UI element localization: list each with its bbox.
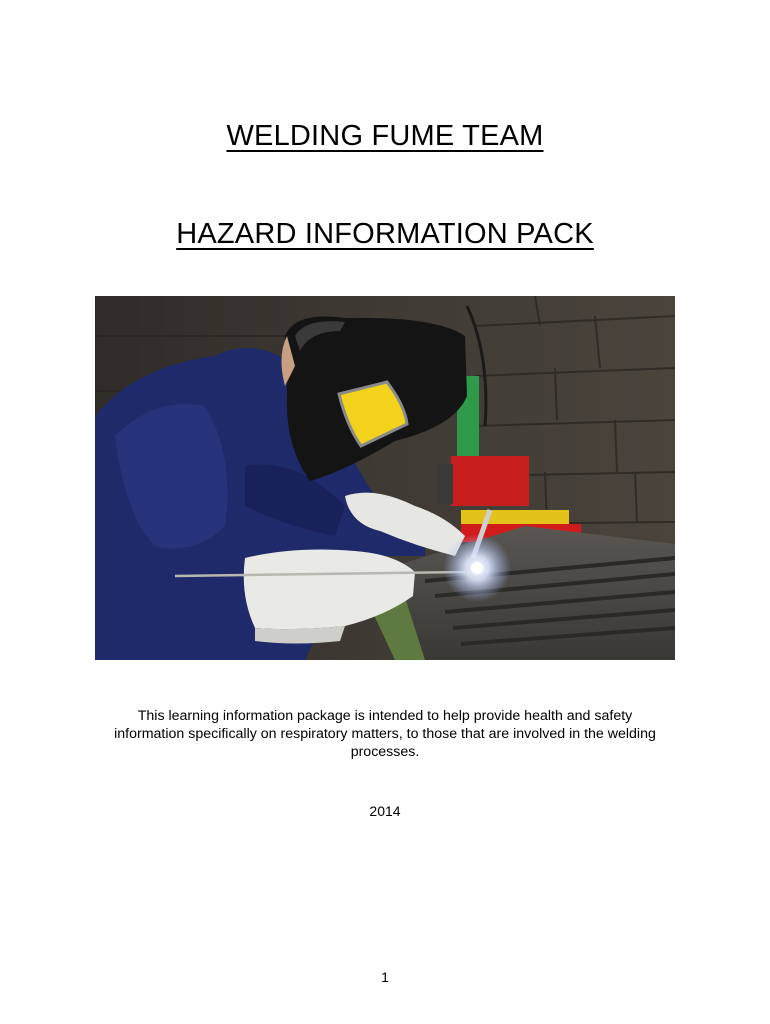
intro-paragraph: This learning information package is intended to help provide health and safety information specifically on respiratory matters, to those that are involved in the welding processes.: [114, 708, 656, 760]
publication-year: 2014: [369, 803, 401, 819]
page-number: 1: [381, 969, 389, 985]
cover-photo-welder: [95, 296, 675, 660]
title-hazard-information-pack: HAZARD INFORMATION PACK: [176, 218, 594, 250]
title-welding-fume-team: WELDING FUME TEAM: [226, 120, 544, 152]
